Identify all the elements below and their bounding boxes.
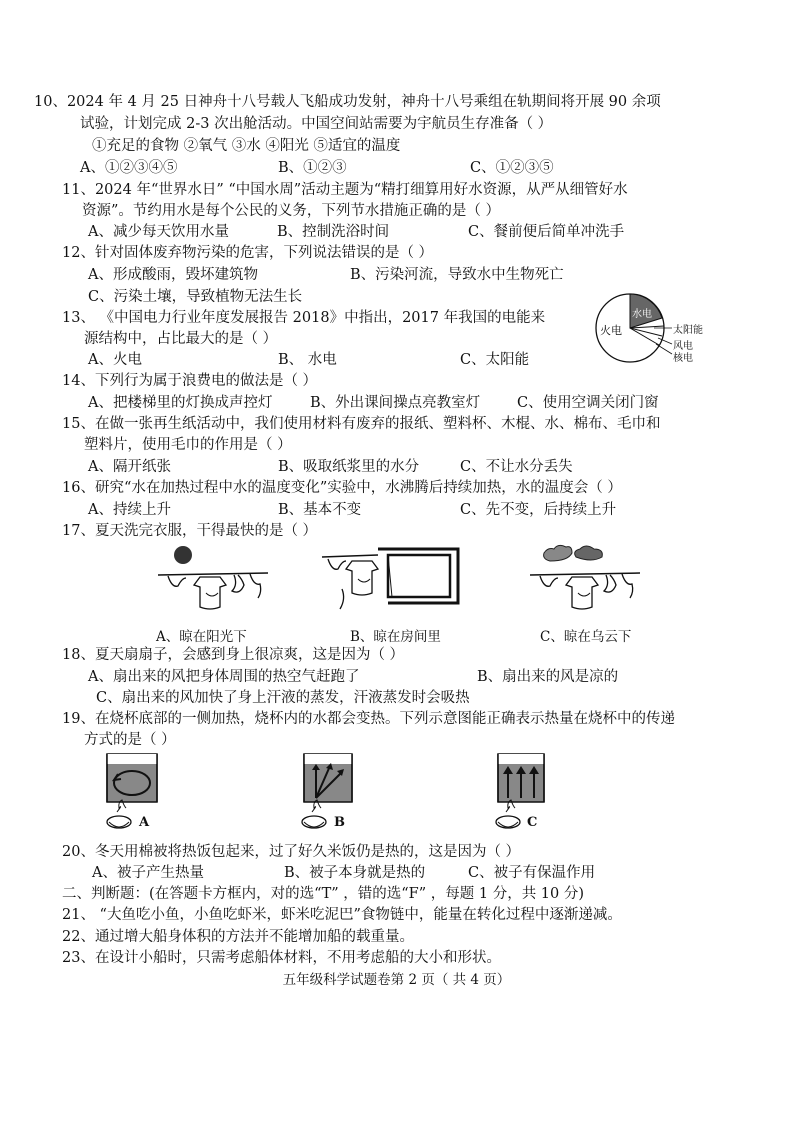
q15-option-c[interactable]: C、不让水分丢失 <box>460 459 573 475</box>
q17-clothes-in-sun-image[interactable] <box>158 543 268 615</box>
q17-option-c[interactable]: C、晾在乌云下 <box>540 629 632 645</box>
pie-label-taiyangneng: 太阳能 <box>673 325 703 336</box>
q19-beaker-b-diverging-image[interactable] <box>300 752 360 834</box>
q12-option-b[interactable]: B、污染河流，导致水中生物死亡 <box>350 267 564 283</box>
q19-stem-line2: 方式的是（ ） <box>84 732 176 748</box>
page-footer: 五年级科学试题卷第 2 页（ 共 4 页） <box>282 972 511 988</box>
q15-stem-line2: 塑料片，使用毛巾的作用是（ ） <box>84 437 292 453</box>
q12-stem-line1: 12、针对固体废弃物污染的危害，下列说法错误的是（ ） <box>62 245 434 261</box>
q14-option-b[interactable]: B、外出课间操点亮教室灯 <box>310 395 481 411</box>
q10-option-a[interactable]: A、①②③④⑤ <box>80 160 178 176</box>
q18-option-a[interactable]: A、扇出来的风把身体周围的热空气赶跑了 <box>88 669 360 685</box>
q17-clothes-in-room-image[interactable] <box>322 545 462 619</box>
pie-label-hedian: 核电 <box>673 353 693 364</box>
q10-stem-line2: 试验，计划完成 2-3 次出舱活动。中国空间站需要为宇航员生存准备（ ） <box>80 116 553 132</box>
pie-label-huodian: 火电 <box>600 324 622 337</box>
q18-stem-line1: 18、夏天扇扇子，会感到身上很凉爽，这是因为（ ） <box>62 647 405 663</box>
q14-option-a[interactable]: A、把楼梯里的灯换成声控灯 <box>88 395 273 411</box>
q16-stem-line1: 16、研究“水在加热过程中水的温度变化”实验中，水沸腾后持续加热，水的温度会（ ） <box>62 480 622 496</box>
q18-option-b[interactable]: B、扇出来的风是凉的 <box>477 669 619 685</box>
q22-statement: 22、通过增大船身体积的方法并不能增加船的载重量。 <box>62 929 414 945</box>
q14-option-c[interactable]: C、使用空调关闭门窗 <box>517 395 659 411</box>
q16-option-a[interactable]: A、持续上升 <box>88 502 171 518</box>
q11-option-b[interactable]: B、控制洗浴时间 <box>277 224 390 240</box>
q12-option-a[interactable]: A、形成酸雨，毁坏建筑物 <box>88 267 258 283</box>
q13-stem-line1: 13、 《中国电力行业年度发展报告 2018》中指出，2017 年我国的电能来 <box>62 310 546 326</box>
q19-stem-line1: 19、在烧杯底部的一侧加热，烧杯内的水都会变热。下列示意图能正确表示热量在烧杯中的传递 <box>62 711 675 727</box>
q10-stem-line3: ①充足的食物 ②氧气 ③水 ④阳光 ⑤适宜的温度 <box>92 138 401 154</box>
q21-statement: 21、 “大鱼吃小鱼，小鱼吃虾米，虾米吃泥巴”食物链中，能量在转化过程中逐渐递减。 <box>62 907 622 923</box>
q17-option-a[interactable]: A、晾在阳光下 <box>156 629 247 645</box>
q11-stem-line1: 11、2024 年“世界水日” “中国水周”活动主题为“精打细算用好水资源，从严从细管好水 <box>62 182 628 198</box>
q10-stem-line1: 10、2024 年 4 月 25 日神舟十八号载人飞船成功发射，神舟十八号乘组在轨期间将开展 90 余项 <box>34 94 661 110</box>
q13-option-b[interactable]: B、 水电 <box>278 352 337 368</box>
q19-label-b[interactable]: B <box>334 815 345 830</box>
q11-option-c[interactable]: C、餐前便后简单冲洗手 <box>468 224 625 240</box>
q16-option-c[interactable]: C、先不变，后持续上升 <box>460 502 617 518</box>
q19-beaker-a-circular-image[interactable] <box>103 752 163 834</box>
pie-label-shuidian: 水电 <box>632 309 652 320</box>
q15-option-a[interactable]: A、隔开纸张 <box>88 459 171 475</box>
q18-option-c[interactable]: C、扇出来的风加快了身上汗液的蒸发，汗液蒸发时会吸热 <box>96 690 470 706</box>
q14-stem-line1: 14、下列行为属于浪费电的做法是（ ） <box>62 373 318 389</box>
q15-stem-line1: 15、在做一张再生纸活动中，我们使用材料有废弃的报纸、塑料杯、木棍、水、棉布、毛巾和 <box>62 416 661 432</box>
q15-option-b[interactable]: B、吸取纸浆里的水分 <box>278 459 420 475</box>
q13-stem-line2: 源结构中，占比最大的是（ ） <box>84 331 278 347</box>
q11-stem-line2: 资源”。节约用水是每个公民的义务，下列节水措施正确的是（ ） <box>82 203 501 219</box>
q20-option-b[interactable]: B、被子本身就是热的 <box>284 865 426 881</box>
q17-clothes-under-cloud-image[interactable] <box>530 543 640 615</box>
q20-option-a[interactable]: A、被子产生热量 <box>92 865 204 881</box>
q13-option-c[interactable]: C、太阳能 <box>460 352 530 368</box>
q12-option-c[interactable]: C、污染土壤，导致植物无法生长 <box>88 289 303 305</box>
section-2-heading: 二、判断题：(在答题卡方框内，对的选“T” ，错的选“F” ，每题 1 分，共 10 分) <box>62 886 585 902</box>
q10-option-b[interactable]: B、①②③ <box>278 160 347 176</box>
pie-label-fengdian: 风电 <box>673 341 693 352</box>
q20-stem-line1: 20、冬天用棉被将热饭包起来，过了好久米饭仍是热的，这是因为（ ） <box>62 844 521 860</box>
q19-beaker-c-parallel-image[interactable] <box>494 752 554 834</box>
q19-label-a[interactable]: A <box>139 815 150 830</box>
q17-stem-line1: 17、夏天洗完衣服，干得最快的是（ ） <box>62 523 318 539</box>
q13-option-a[interactable]: A、火电 <box>88 352 142 368</box>
q23-statement: 23、在设计小船时，只需考虑船体材料，不用考虑船的大小和形状。 <box>62 950 501 966</box>
q16-option-b[interactable]: B、基本不变 <box>278 502 362 518</box>
q19-label-c[interactable]: C <box>527 815 538 830</box>
q10-option-c[interactable]: C、①②③⑤ <box>470 160 554 176</box>
q11-option-a[interactable]: A、减少每天饮用水量 <box>88 224 229 240</box>
q20-option-c[interactable]: C、被子有保温作用 <box>468 865 596 881</box>
q17-option-b[interactable]: B、晾在房间里 <box>350 629 441 645</box>
